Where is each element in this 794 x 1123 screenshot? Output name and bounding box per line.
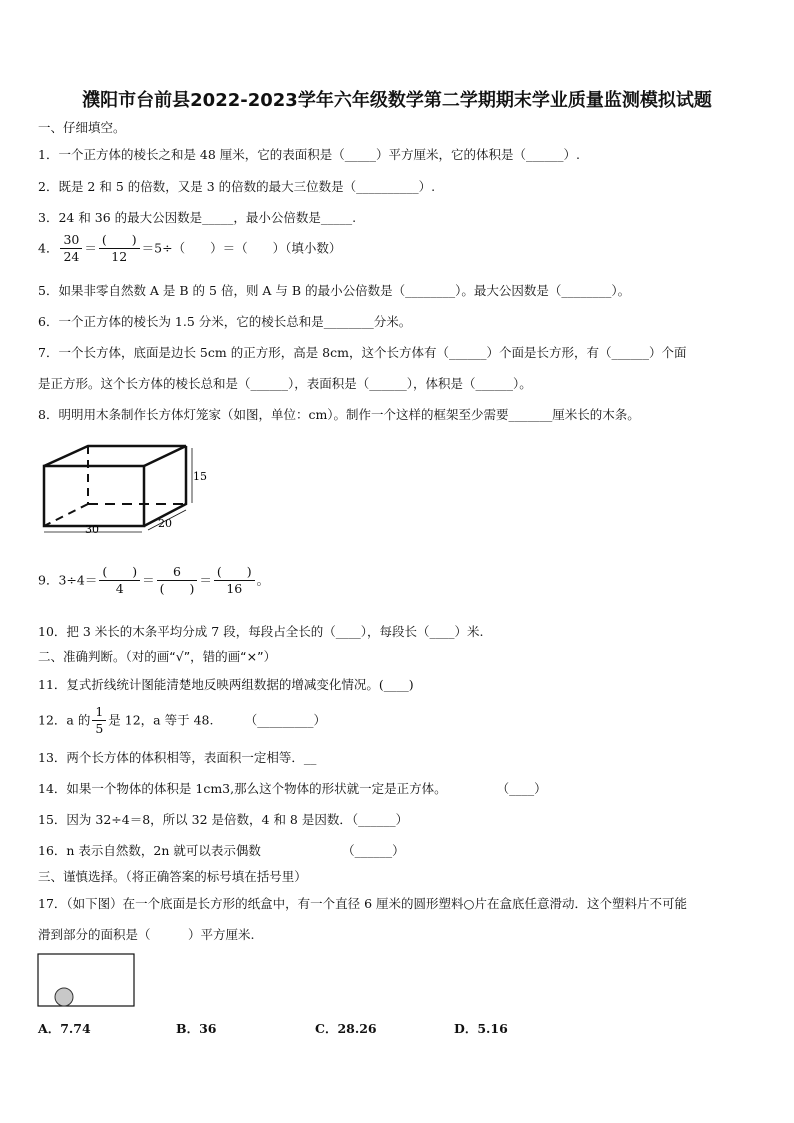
equals-sign: ＝ <box>199 572 212 588</box>
question-12-prefix: 12．a 的 <box>38 712 91 728</box>
question-2: 2．既是 2 和 5 的倍数，又是 3 的倍数的最大三位数是（__________）. <box>38 179 436 194</box>
fraction-blank-4 <box>99 564 140 597</box>
question-7-line-1: 7．一个长方体，底面是边长 5cm 的正方形，高是 8cm，这个长方体有（______）个面是长方形，有（______）个面 <box>38 345 687 360</box>
section-heading-fill-blank: 一、仔细填空。 <box>38 120 126 135</box>
question-5: 5．如果非零自然数 A 是 B 的 5 倍，则 A 与 B 的最小公倍数是（________）。最大公因数是（________）。 <box>38 283 631 298</box>
equals-sign: ＝ <box>142 572 155 588</box>
question-12-rest: 是 12，a 等于 48. （_________） <box>108 712 326 728</box>
fraction-denominator: 4 <box>115 581 124 596</box>
section-heading-judge: 二、准确判断。（对的画“√”，错的画“×”） <box>38 649 277 664</box>
cuboid-figure <box>36 440 226 540</box>
question-12 <box>38 704 326 737</box>
question-16: 16．n 表示自然数，2n 就可以表示偶数 （______） <box>38 843 405 858</box>
period: 。 <box>256 572 270 588</box>
question-4-number: 4． <box>38 240 59 256</box>
question-17-line-1: 17．（如下图）在一个底面是长方形的纸盒中，有一个直径 6 厘米的圆形塑料○片在盒底任意滑动．这个塑料片不可能 <box>38 896 687 911</box>
fraction-6-blank <box>157 564 198 597</box>
question-13: 13．两个长方体的体积相等，表面积一定相等．__ <box>38 750 317 765</box>
fraction-denominator: 16 <box>226 581 243 596</box>
question-1: 1．一个正方体的棱长之和是 48 厘米，它的表面积是（_____）平方厘米，它的体积是（______）. <box>38 147 581 162</box>
fraction-numerator: 30 <box>60 232 82 249</box>
option-a: A．7.74 <box>38 1021 91 1036</box>
box-with-disc-figure <box>37 953 137 1009</box>
fraction-numerator: ( ) <box>99 232 140 249</box>
fraction-blank-12 <box>99 232 140 265</box>
fraction-blank-16 <box>214 564 255 597</box>
fraction-denominator: 12 <box>111 249 128 264</box>
question-7-line-2: 是正方形。这个长方体的棱长总和是（______），表面积是（______），体积是（______）。 <box>38 376 532 391</box>
fraction-denominator: 24 <box>63 249 80 264</box>
question-14: 14．如果一个物体的体积是 1cm3,那么这个物体的形状就一定是正方体。 （____） <box>38 781 547 796</box>
section-heading-choice: 三、谨慎选择。（将正确答案的标号填在括号里） <box>38 869 307 884</box>
question-11: 11．复式折线统计图能清楚地反映两组数据的增减变化情况。(____) <box>38 677 414 692</box>
fraction-denominator: 5 <box>95 721 104 736</box>
page-title: 濮阳市台前县2022-2023学年六年级数学第二学期期末学业质量监测模拟试题 <box>82 90 712 111</box>
question-10: 10．把 3 米长的木条平均分成 7 段，每段占全长的（____），每段长（____）米. <box>38 624 484 639</box>
question-4-rest: ＝5÷（ ）＝（ ）（填小数） <box>141 240 342 256</box>
equals-sign: ＝ <box>84 240 97 256</box>
question-15: 15．因为 32÷4＝8，所以 32 是倍数，4 和 8 是因数．（______） <box>38 812 409 827</box>
fraction-30-24 <box>60 232 82 265</box>
question-8: 8．明明用木条制作长方体灯笼家（如图，单位：cm）。制作一个这样的框架至少需要_______厘米长的木条。 <box>38 407 640 422</box>
question-9-prefix: 9．3÷4＝ <box>38 572 98 588</box>
option-d: D．5.16 <box>454 1021 508 1036</box>
question-4 <box>38 232 341 265</box>
question-6: 6．一个正方体的棱长为 1.5 分米，它的棱长总和是________分米。 <box>38 314 412 329</box>
fraction-numerator: 6 <box>157 564 198 581</box>
question-9 <box>38 564 269 597</box>
dimension-length: 30 <box>85 523 99 536</box>
fraction-denominator: ( ) <box>159 581 195 596</box>
question-17-line-2: 滑到部分的面积是（ ）平方厘米. <box>38 927 255 942</box>
fraction-numerator: ( ) <box>99 564 140 581</box>
option-c: C．28.26 <box>315 1021 377 1036</box>
dimension-depth: 20 <box>158 517 172 530</box>
fraction-1-5 <box>92 704 106 737</box>
fraction-numerator: ( ) <box>214 564 255 581</box>
option-b: B．36 <box>176 1021 217 1036</box>
fraction-numerator: 1 <box>92 704 106 721</box>
dimension-height: 15 <box>193 470 207 483</box>
question-3: 3．24 和 36 的最大公因数是_____，最小公倍数是_____. <box>38 210 357 225</box>
